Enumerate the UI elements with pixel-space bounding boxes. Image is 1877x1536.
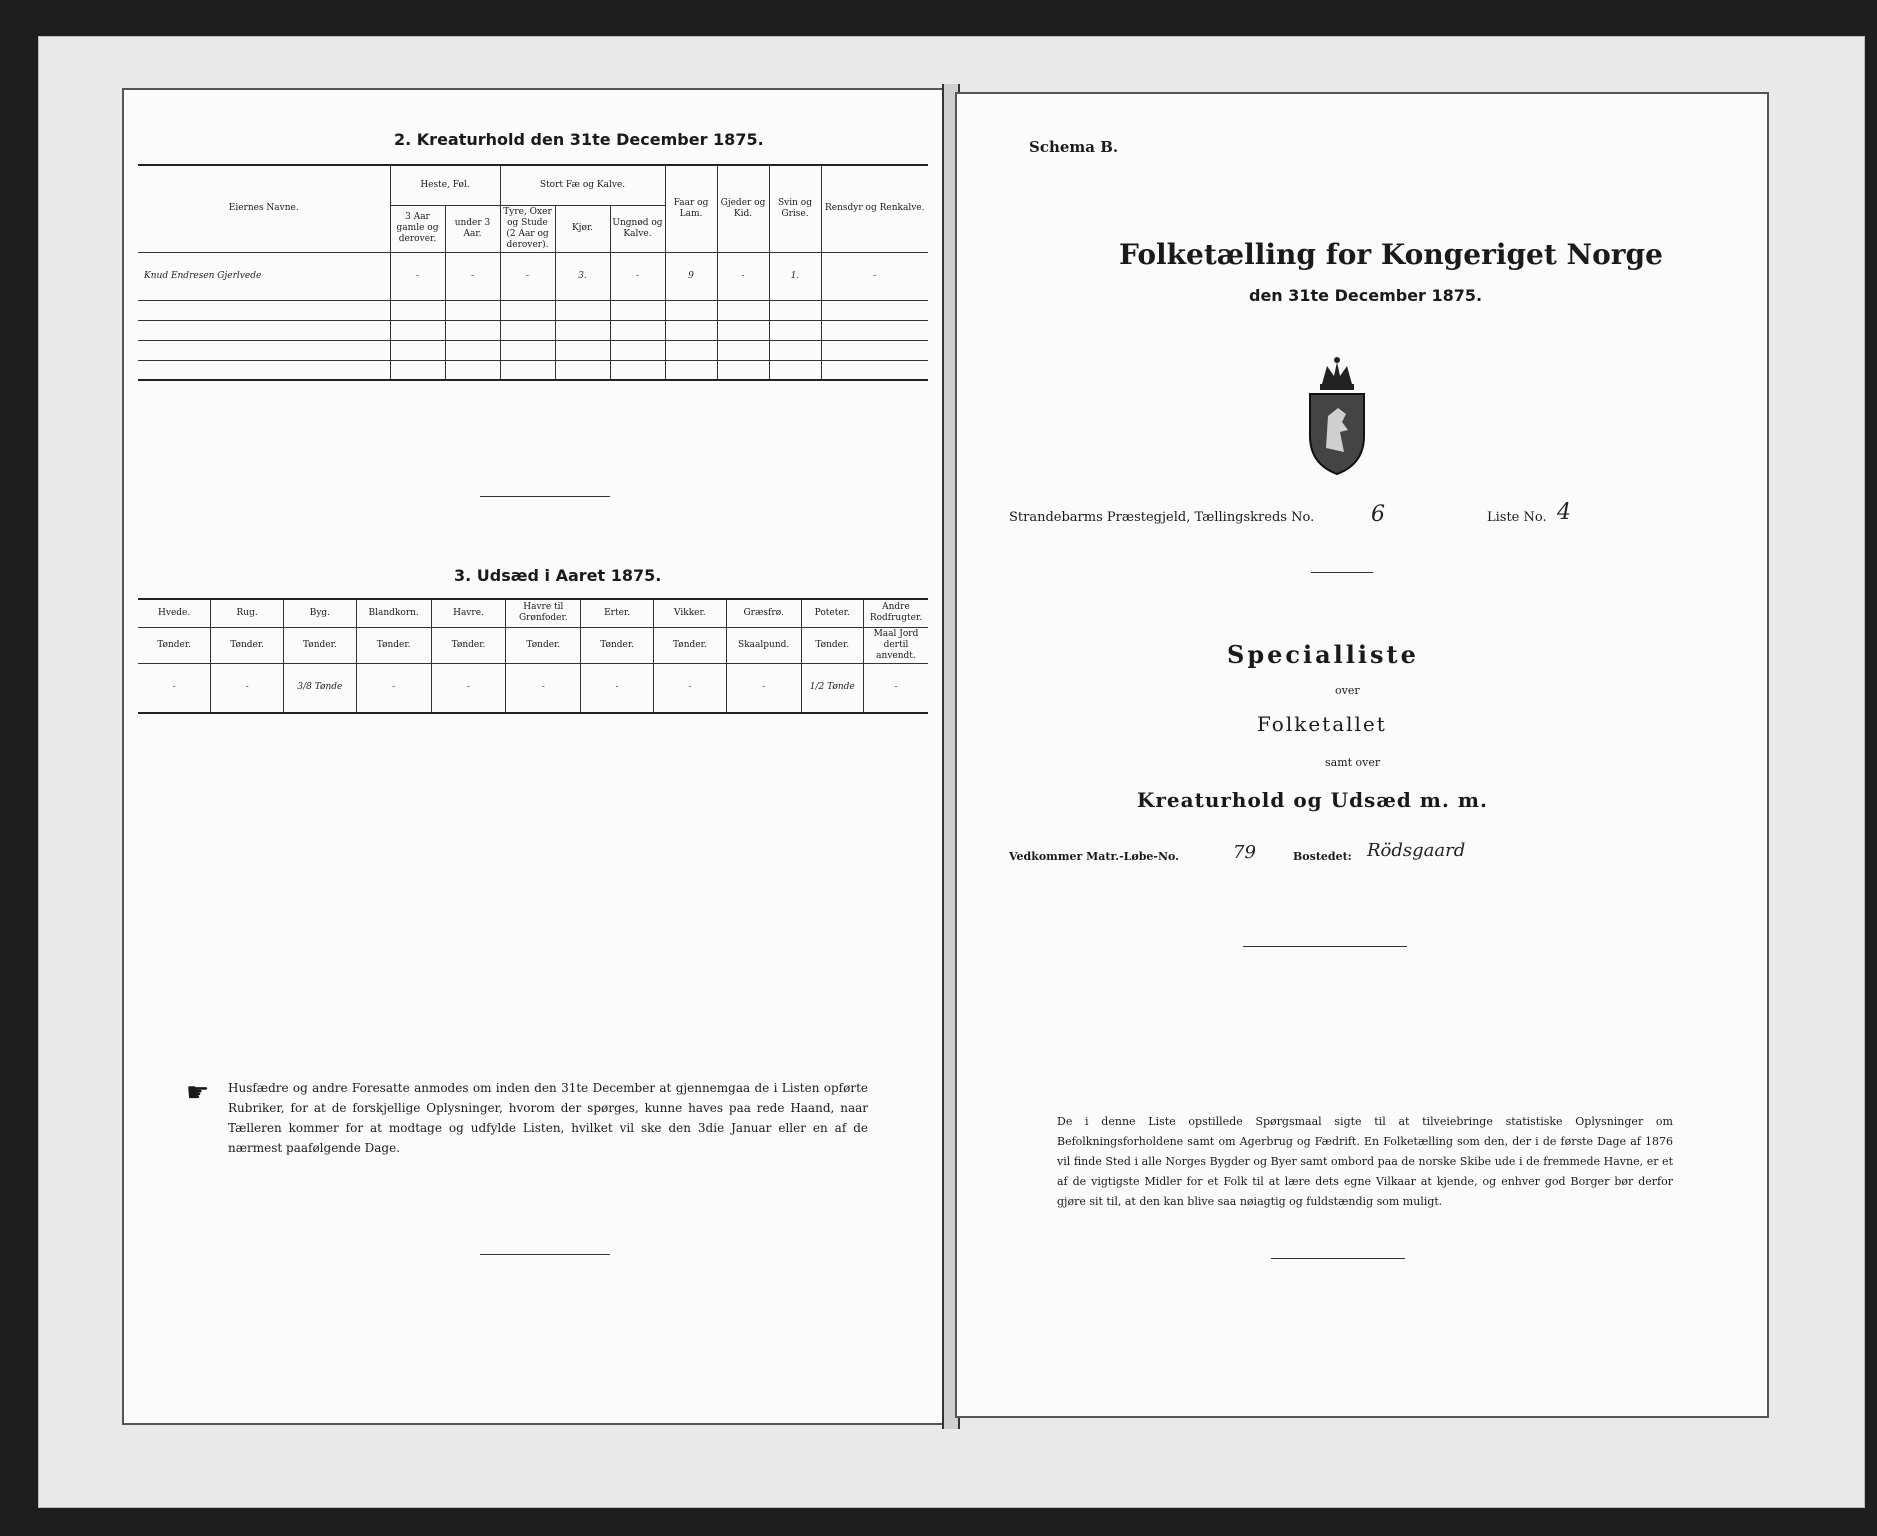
schema-label: Schema B. [1029, 138, 1119, 156]
left-notice: Husfædre og andre Foresatte anmodes om inden den 31te December at gjennemgaa de i Listen opførte Rubriker, for at de forskjellige Oplysninger, hvorom der spørges, kunne haves paa rede Haand, naar Tælleren kommer for at modtage og udfylde Listen, hvilket vil ske den 3die Januar eller en af de nærmest paafølgende Dage. [228, 1081, 868, 1155]
header-names: Eiernes Navne. [138, 165, 390, 252]
cell-heste-old: - [390, 252, 445, 300]
specialliste-heading: Specialliste [1227, 640, 1419, 669]
col-blandkorn: Blandkorn. [356, 599, 431, 627]
header-heste: Heste, Føl. [390, 165, 500, 205]
header-rensdyr: Rensdyr og Renkalve. [821, 165, 928, 252]
col-rodfrugter: Andre Rodfrugter. [863, 599, 928, 627]
val-graesfro: - [726, 663, 801, 713]
liste-prefix: Liste No. [1487, 510, 1547, 525]
val-rodfrugter: - [863, 663, 928, 713]
unit-vikker: Tønder. [653, 627, 726, 663]
folketallet-heading: Folketallet [1257, 712, 1387, 736]
bostedet-value: Rödsgaard [1367, 840, 1466, 861]
left-page [122, 88, 947, 1425]
section2-title: 2. Kreaturhold den 31te December 1875. [394, 130, 764, 149]
kreds-no: 6 [1371, 502, 1385, 527]
val-rug: - [211, 663, 284, 713]
samt-over-text: samt over [1325, 756, 1381, 769]
val-blandkorn: - [356, 663, 431, 713]
kreaturhold-table [138, 164, 928, 381]
matr-no: 79 [1233, 842, 1256, 863]
val-erter: - [581, 663, 654, 713]
divider-rule [480, 496, 610, 497]
section3-title: 3. Udsæd i Aaret 1875. [454, 566, 662, 585]
right-notice: De i denne Liste opstillede Spørgsmaal sigte til at tilveiebringe statistiske Oplysninger om Befolkningsforholdene samt om Agerbrug og Fædrift. En Folketælling som den, der i de første Dage af 1876 vil finde Sted i alle Norges Bygder og Byer samt ombord paa de norske Skibe ude i de fremmede Havne, er et af de vigtigste Midler for et Folk til at lære dets egne Vilkaar at kjende, og enhver god Borger bør derfor gjøre sit til, at den kan blive saa nøiagtig og fuldstændig som muligt. [1057, 1115, 1673, 1208]
col-hvede: Hvede. [138, 599, 211, 627]
owner-name: Knud Endresen Gjerlvede [138, 252, 390, 300]
cell-heste-young: - [445, 252, 500, 300]
header-ungnod: Ungnød og Kalve. [610, 205, 665, 252]
cell-tyre: - [500, 252, 555, 300]
unit-graesfro: Skaalpund. [726, 627, 801, 663]
col-rug: Rug. [211, 599, 284, 627]
header-kjor: Kjør. [555, 205, 610, 252]
val-havre-gronfoder: - [506, 663, 581, 713]
pointing-hand-icon: ☛ [186, 1078, 210, 1108]
udsaed-table [138, 598, 928, 714]
cell-gjeder: - [717, 252, 769, 300]
unit-poteter: Tønder. [801, 627, 863, 663]
norway-coat-of-arms-icon [1302, 356, 1372, 476]
mid-rule [1243, 946, 1407, 947]
unit-havre-gronfoder: Tønder. [506, 627, 581, 663]
liste-no: 4 [1557, 500, 1571, 525]
cell-faar: 9 [665, 252, 717, 300]
over-text-1: over [1335, 684, 1360, 697]
bottom-right-rule [1271, 1258, 1405, 1259]
col-havre-gronfoder: Havre til Grønfoder. [506, 599, 581, 627]
header-svin: Svin og Grise. [769, 165, 821, 252]
unit-rug: Tønder. [211, 627, 284, 663]
bostedet-prefix: Bostedet: [1293, 850, 1352, 863]
col-erter: Erter. [581, 599, 654, 627]
right-page [955, 92, 1769, 1418]
col-byg: Byg. [284, 599, 357, 627]
census-title: Folketælling for Kongeriget Norge [1119, 238, 1663, 271]
census-date: den 31te December 1875. [1249, 286, 1483, 305]
location-prefix: Strandebarms Præstegjeld, Tællingskreds No. [1009, 510, 1315, 525]
unit-hvede: Tønder. [138, 627, 211, 663]
cell-kjor: 3. [555, 252, 610, 300]
unit-havre: Tønder. [431, 627, 506, 663]
cell-ungnod: - [610, 252, 665, 300]
col-vikker: Vikker. [653, 599, 726, 627]
unit-rodfrugter: Maal Jord dertil anvendt. [863, 627, 928, 663]
col-havre: Havre. [431, 599, 506, 627]
col-graesfro: Græsfrø. [726, 599, 801, 627]
header-heste-old: 3 Aar gamle og derover. [390, 205, 445, 252]
val-havre: - [431, 663, 506, 713]
unit-erter: Tønder. [581, 627, 654, 663]
header-storfe: Stort Fæ og Kalve. [500, 165, 665, 205]
cell-svin: 1. [769, 252, 821, 300]
cell-rensdyr: - [821, 252, 928, 300]
unit-byg: Tønder. [284, 627, 357, 663]
col-poteter: Poteter. [801, 599, 863, 627]
val-byg: 3/8 Tønde [284, 663, 357, 713]
val-hvede: - [138, 663, 211, 713]
val-vikker: - [653, 663, 726, 713]
val-poteter: 1/2 Tønde [801, 663, 863, 713]
unit-blandkorn: Tønder. [356, 627, 431, 663]
header-gjeder: Gjeder og Kid. [717, 165, 769, 252]
short-rule [1311, 572, 1373, 573]
header-faar: Faar og Lam. [665, 165, 717, 252]
matr-prefix: Vedkommer Matr.-Løbe-No. [1009, 850, 1179, 863]
kreaturhold-heading: Kreaturhold og Udsæd m. m. [1137, 788, 1488, 812]
header-heste-young: under 3 Aar. [445, 205, 500, 252]
bottom-rule [480, 1254, 610, 1255]
header-tyre: Tyre, Oxer og Stude (2 Aar og derover). [500, 205, 555, 252]
